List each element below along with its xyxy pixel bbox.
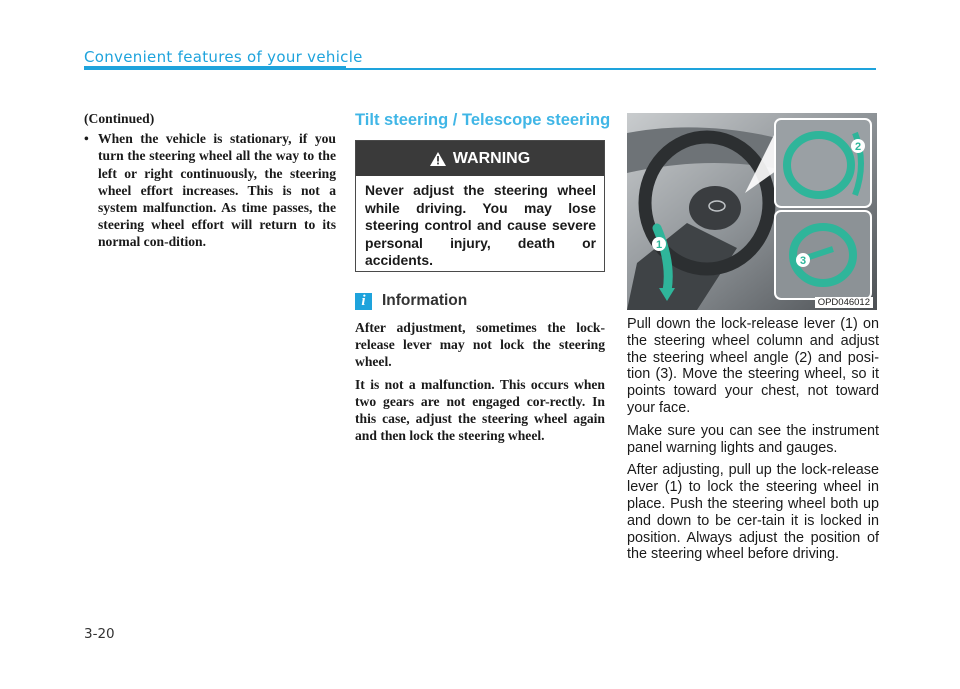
information-title: Information — [382, 292, 468, 309]
figure-caption: OPD046012 — [815, 297, 873, 308]
information-section — [355, 291, 605, 449]
header-rule — [346, 68, 876, 70]
warning-label: WARNING — [452, 149, 531, 167]
subsection-title: Tilt steering / Telescope steering — [355, 111, 611, 129]
bullet-text: When the vehicle is stationary, if you turn the steering wheel all the way to the left or right continuously, the steering wheel effort increases. This is not a system malfunction. As time passes, the steering wheel effort will return to its normal con-dition. — [98, 131, 336, 250]
steering-illustration — [627, 113, 877, 310]
section-header — [0, 44, 960, 74]
label-1: 1 — [655, 239, 663, 251]
bullet-item — [84, 130, 336, 250]
info-icon: i — [355, 293, 372, 310]
warning-text: Never adjust the steering wheel while driving. You may lose steering control and cause severe personal injury, death or accidents. — [365, 182, 596, 269]
warning-header — [356, 141, 604, 176]
information-text — [355, 319, 605, 444]
bullet-dot: • — [84, 131, 89, 147]
page-number: 3-20 — [84, 626, 115, 642]
steering-figure — [627, 113, 877, 310]
warning-box — [355, 140, 605, 272]
information-paragraph: It is not a malfunction. This occurs when two gears are not engaged cor-rectly. In this case, adjust the steering wheel again and then lock the steering wheel. — [355, 376, 605, 444]
body-paragraph: After adjusting, pull up the lock-release lever (1) to lock the steering wheel in place. Push the steering wheel both up and down to be cer-tain it is locked in position. Always adjust the position of the steering wheel before driving. — [627, 462, 879, 563]
warning-triangle-icon — [430, 152, 446, 166]
body-paragraph: Pull down the lock-release lever (1) on the steering wheel column and adjust the steering wheel angle (2) and posi-tion (3). Move the steering wheel, so it points toward your chest, not toward your face. — [627, 316, 879, 416]
label-3: 3 — [799, 255, 807, 267]
left-column — [84, 110, 336, 251]
right-column — [627, 316, 879, 569]
label-2: 2 — [854, 141, 862, 153]
body-paragraph: Make sure you can see the instrument panel warning lights and gauges. — [627, 422, 879, 456]
information-header — [355, 291, 605, 311]
middle-column — [355, 110, 611, 130]
information-paragraph: After adjustment, sometimes the lock-release lever may not lock the steering wheel. — [355, 320, 605, 370]
steering-hub — [689, 186, 741, 230]
header-accent-bar — [84, 66, 346, 70]
continued-label: (Continued) — [84, 111, 155, 126]
section-title: Convenient features of your vehicle — [84, 48, 363, 66]
